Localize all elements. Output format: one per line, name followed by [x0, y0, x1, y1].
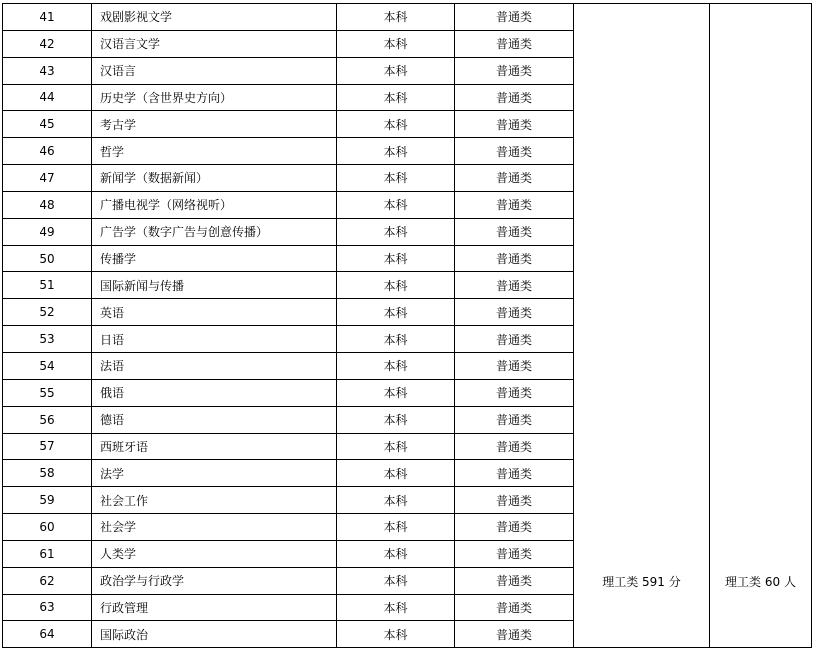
row-number: 56 — [3, 406, 92, 433]
row-number: 52 — [3, 299, 92, 326]
degree-level: 本科 — [337, 218, 455, 245]
degree-level: 本科 — [337, 460, 455, 487]
degree-level: 本科 — [337, 272, 455, 299]
row-number: 63 — [3, 594, 92, 621]
score-requirement: 理工类 591 分 — [574, 4, 710, 648]
major-name: 社会学 — [92, 514, 337, 541]
row-number: 43 — [3, 57, 92, 84]
major-name: 戏剧影视文学 — [92, 4, 337, 31]
admission-category: 普通类 — [455, 218, 574, 245]
major-name: 国际新闻与传播 — [92, 272, 337, 299]
degree-level: 本科 — [337, 111, 455, 138]
degree-level: 本科 — [337, 4, 455, 31]
admission-category: 普通类 — [455, 514, 574, 541]
admission-category: 普通类 — [455, 111, 574, 138]
row-number: 42 — [3, 30, 92, 57]
admission-category: 普通类 — [455, 326, 574, 353]
degree-level: 本科 — [337, 191, 455, 218]
admission-category: 普通类 — [455, 245, 574, 272]
admission-category: 普通类 — [455, 165, 574, 192]
admission-category: 普通类 — [455, 406, 574, 433]
row-number: 60 — [3, 514, 92, 541]
admission-category: 普通类 — [455, 594, 574, 621]
degree-level: 本科 — [337, 487, 455, 514]
major-name: 德语 — [92, 406, 337, 433]
major-name: 政治学与行政学 — [92, 567, 337, 594]
degree-level: 本科 — [337, 299, 455, 326]
degree-level: 本科 — [337, 326, 455, 353]
degree-level: 本科 — [337, 84, 455, 111]
major-name: 汉语言 — [92, 57, 337, 84]
major-name: 哲学 — [92, 138, 337, 165]
admission-category: 普通类 — [455, 540, 574, 567]
degree-level: 本科 — [337, 433, 455, 460]
admission-category: 普通类 — [455, 621, 574, 648]
degree-level: 本科 — [337, 514, 455, 541]
row-number: 45 — [3, 111, 92, 138]
row-number: 57 — [3, 433, 92, 460]
major-name: 广告学（数字广告与创意传播） — [92, 218, 337, 245]
admission-category: 普通类 — [455, 299, 574, 326]
admission-category: 普通类 — [455, 379, 574, 406]
admission-table — [2, 3, 812, 648]
admission-category: 普通类 — [455, 4, 574, 31]
row-number: 47 — [3, 165, 92, 192]
admission-category: 普通类 — [455, 433, 574, 460]
major-name: 传播学 — [92, 245, 337, 272]
degree-level: 本科 — [337, 621, 455, 648]
admission-category: 普通类 — [455, 460, 574, 487]
admission-category: 普通类 — [455, 84, 574, 111]
degree-level: 本科 — [337, 540, 455, 567]
row-number: 44 — [3, 84, 92, 111]
degree-level: 本科 — [337, 138, 455, 165]
major-name: 汉语言文学 — [92, 30, 337, 57]
major-name: 行政管理 — [92, 594, 337, 621]
row-number: 55 — [3, 379, 92, 406]
major-name: 人类学 — [92, 540, 337, 567]
major-name: 历史学（含世界史方向） — [92, 84, 337, 111]
row-number: 62 — [3, 567, 92, 594]
row-number: 59 — [3, 487, 92, 514]
degree-level: 本科 — [337, 57, 455, 84]
row-number: 46 — [3, 138, 92, 165]
admission-category: 普通类 — [455, 567, 574, 594]
row-number: 51 — [3, 272, 92, 299]
degree-level: 本科 — [337, 245, 455, 272]
admission-category: 普通类 — [455, 57, 574, 84]
row-number: 41 — [3, 4, 92, 31]
table-row — [3, 4, 812, 31]
major-name: 法语 — [92, 352, 337, 379]
major-name: 英语 — [92, 299, 337, 326]
row-number: 54 — [3, 352, 92, 379]
major-name: 考古学 — [92, 111, 337, 138]
degree-level: 本科 — [337, 406, 455, 433]
admission-category: 普通类 — [455, 30, 574, 57]
degree-level: 本科 — [337, 165, 455, 192]
row-number: 61 — [3, 540, 92, 567]
row-number: 48 — [3, 191, 92, 218]
row-number: 64 — [3, 621, 92, 648]
degree-level: 本科 — [337, 30, 455, 57]
major-name: 法学 — [92, 460, 337, 487]
admission-category: 普通类 — [455, 487, 574, 514]
quota: 理工类 60 人 — [710, 4, 812, 648]
major-name: 日语 — [92, 326, 337, 353]
row-number: 50 — [3, 245, 92, 272]
admission-category: 普通类 — [455, 352, 574, 379]
admission-category: 普通类 — [455, 191, 574, 218]
admission-category: 普通类 — [455, 272, 574, 299]
row-number: 53 — [3, 326, 92, 353]
degree-level: 本科 — [337, 379, 455, 406]
degree-level: 本科 — [337, 352, 455, 379]
degree-level: 本科 — [337, 594, 455, 621]
admission-category: 普通类 — [455, 138, 574, 165]
major-name: 俄语 — [92, 379, 337, 406]
row-number: 58 — [3, 460, 92, 487]
major-name: 国际政治 — [92, 621, 337, 648]
major-name: 广播电视学（网络视听） — [92, 191, 337, 218]
major-name: 社会工作 — [92, 487, 337, 514]
row-number: 49 — [3, 218, 92, 245]
major-name: 西班牙语 — [92, 433, 337, 460]
degree-level: 本科 — [337, 567, 455, 594]
major-name: 新闻学（数据新闻） — [92, 165, 337, 192]
